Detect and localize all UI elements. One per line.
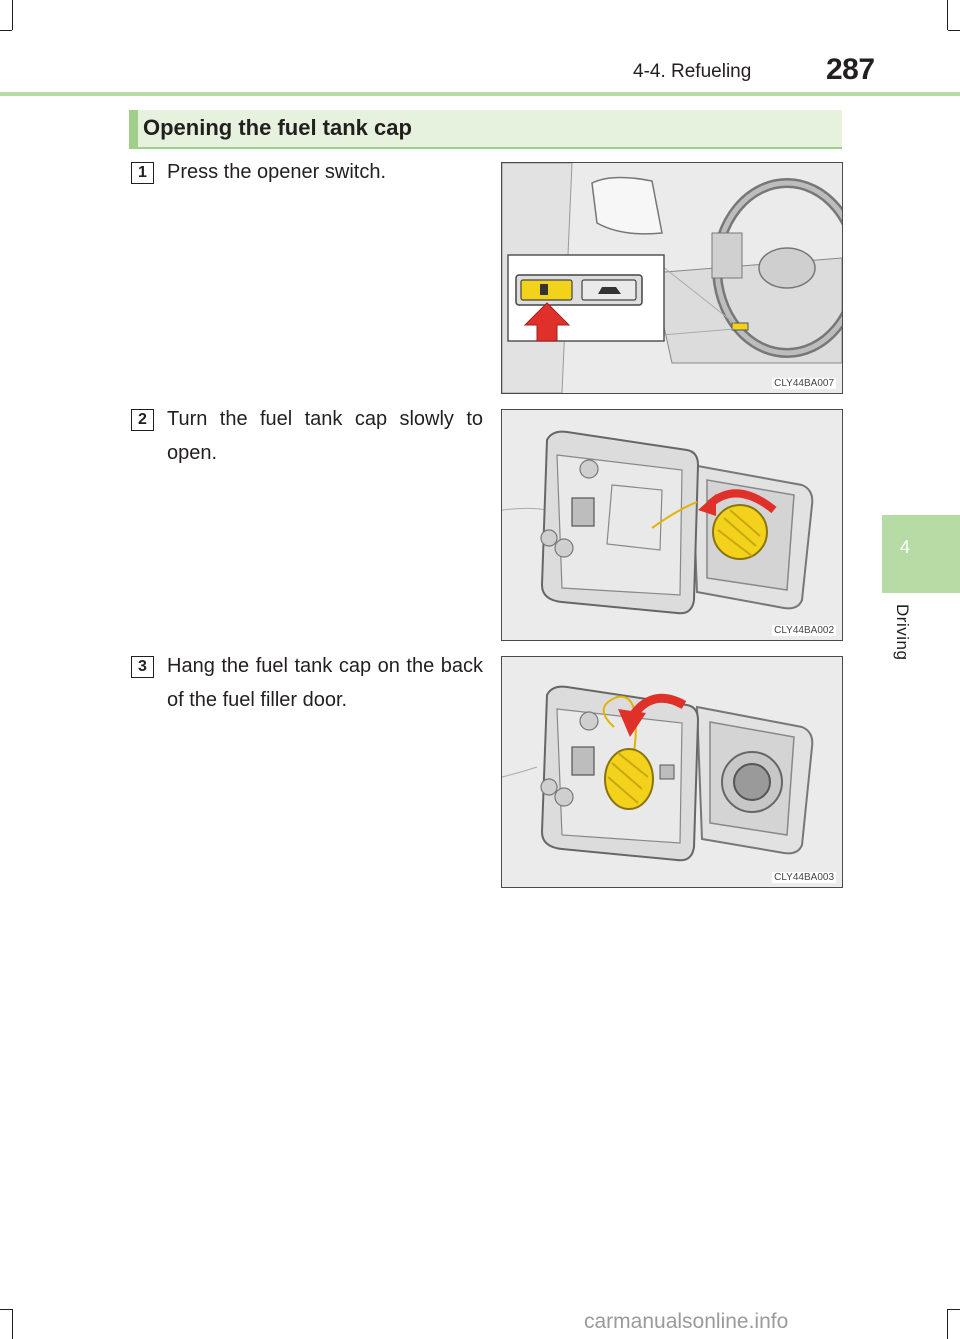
cap-hanging-illustration [502,657,842,887]
page-number: 287 [826,53,875,86]
watermark: carmanualsonline.info [584,1310,789,1333]
step-text: Press the opener switch. [167,161,386,183]
figure-opener-switch [501,162,843,394]
figure-turn-cap [501,409,843,641]
header-rule [0,92,960,96]
dashboard-illustration [502,163,842,393]
chapter-label: Driving [893,604,912,661]
section-bar-accent [129,110,138,147]
step-number-badge: 2 [131,409,154,431]
crop-mark [948,1309,960,1310]
crop-mark [0,30,12,31]
header-section-title: 4-4. Refueling [633,61,752,82]
crop-mark [947,0,948,30]
crop-mark [12,0,13,30]
section-heading-bar [129,110,842,149]
fuel-door-open-illustration [502,410,842,640]
figure-hang-cap [501,656,843,888]
step-number-badge: 1 [131,162,154,184]
chapter-number: 4 [899,537,910,557]
figure-code: CLY44BA003 [774,872,834,883]
step-text: Hang the fuel tank cap on the back of the fuel filler door. [167,655,483,711]
crop-mark [948,30,960,31]
figure-code: CLY44BA007 [774,378,834,389]
step-number-badge: 3 [131,656,154,678]
crop-mark [947,1309,948,1339]
section-title: Opening the fuel tank cap [143,115,412,140]
crop-mark [12,1309,13,1339]
step-text: Turn the fuel tank cap slowly to open. [167,408,483,464]
crop-mark [0,1309,12,1310]
figure-code: CLY44BA002 [774,625,834,636]
